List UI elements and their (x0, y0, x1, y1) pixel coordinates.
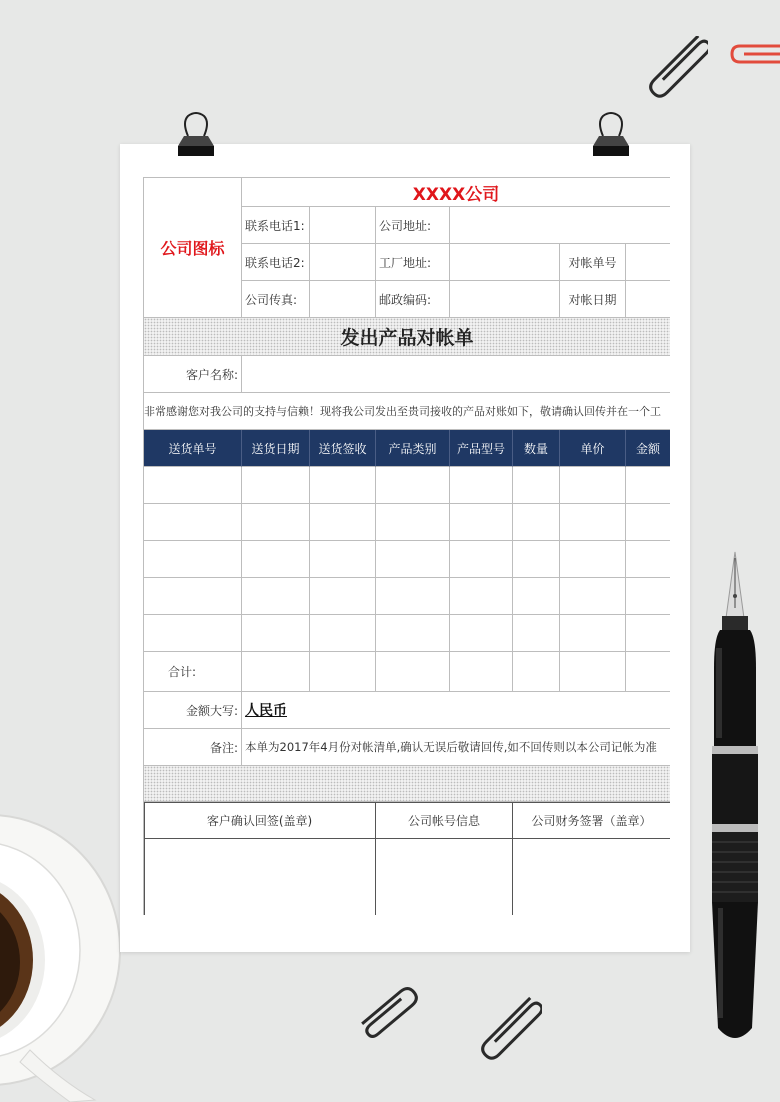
company-account-label: 公司帐号信息 (376, 802, 513, 839)
factory-address-value[interactable] (450, 244, 560, 281)
address-value[interactable] (450, 207, 670, 244)
table-cell[interactable] (144, 504, 242, 541)
table-cell[interactable] (560, 541, 626, 578)
table-cell[interactable] (310, 504, 376, 541)
statement-number-label: 对帐单号 (560, 244, 626, 281)
table-cell[interactable] (144, 615, 242, 652)
paperclip-icon (356, 980, 426, 1040)
fountain-pen-icon (700, 548, 770, 1060)
total-cell[interactable] (626, 652, 670, 692)
table-cell[interactable] (310, 578, 376, 615)
header-product-category: 产品类别 (376, 430, 450, 467)
factory-address-label: 工厂地址: (376, 244, 450, 281)
statement-form (143, 177, 670, 915)
amount-words-value[interactable]: 人民币 (242, 692, 670, 729)
header-delivery-no: 送货单号 (144, 430, 242, 467)
table-cell[interactable] (144, 541, 242, 578)
table-cell[interactable] (513, 578, 560, 615)
table-cell[interactable] (626, 615, 670, 652)
table-cell[interactable] (450, 467, 513, 504)
table-cell[interactable] (242, 504, 310, 541)
header-delivery-date: 送货日期 (242, 430, 310, 467)
table-cell[interactable] (560, 615, 626, 652)
table-cell[interactable] (513, 504, 560, 541)
table-cell[interactable] (560, 467, 626, 504)
table-cell[interactable] (310, 615, 376, 652)
company-account-area[interactable] (376, 839, 513, 915)
amount-words-label: 金额大写: (144, 692, 242, 729)
postcode-value[interactable] (450, 281, 560, 318)
table-cell[interactable] (513, 541, 560, 578)
table-cell[interactable] (450, 541, 513, 578)
customer-name-label: 客户名称: (144, 356, 242, 393)
header-product-model: 产品型号 (450, 430, 513, 467)
finance-signature-area[interactable] (513, 839, 670, 915)
table-cell[interactable] (144, 578, 242, 615)
table-cell[interactable] (513, 615, 560, 652)
table-cell[interactable] (376, 578, 450, 615)
paperclip-icon (476, 994, 542, 1064)
company-logo-placeholder: 公司图标 (144, 178, 242, 318)
header-quantity: 数量 (513, 430, 560, 467)
statement-date-value[interactable] (626, 281, 670, 318)
table-cell[interactable] (242, 615, 310, 652)
binder-clip-icon (176, 110, 216, 158)
table-cell[interactable] (450, 504, 513, 541)
total-cell[interactable] (242, 652, 310, 692)
total-cell[interactable] (450, 652, 513, 692)
total-cell[interactable] (513, 652, 560, 692)
coffee-cup-icon (0, 800, 130, 1102)
table-cell[interactable] (450, 615, 513, 652)
customer-name-value[interactable] (242, 356, 670, 393)
customer-signature-area[interactable] (144, 839, 376, 915)
table-cell[interactable] (626, 541, 670, 578)
table-cell[interactable] (242, 467, 310, 504)
phone2-value[interactable] (310, 244, 376, 281)
note-label: 备注: (144, 729, 242, 766)
table-cell[interactable] (626, 578, 670, 615)
fax-value[interactable] (310, 281, 376, 318)
postcode-label: 邮政编码: (376, 281, 450, 318)
phone1-label: 联系电话1: (242, 207, 310, 244)
total-cell[interactable] (560, 652, 626, 692)
table-cell[interactable] (560, 578, 626, 615)
table-cell[interactable] (376, 504, 450, 541)
finance-signature-label: 公司财务签署（盖章） (513, 802, 670, 839)
fax-label: 公司传真: (242, 281, 310, 318)
note-text: 本单为2017年4月份对帐清单,确认无误后敬请回传,如不回传则以本公司记帐为准 (242, 729, 670, 766)
table-cell[interactable] (626, 467, 670, 504)
intro-text: 非常感谢您对我公司的支持与信赖！现将我公司发出至贵司接收的产品对账如下，敬请确认回传并在一个工 (144, 393, 670, 430)
company-name: XXXX公司 (242, 178, 670, 207)
table-cell[interactable] (560, 504, 626, 541)
table-cell[interactable] (376, 541, 450, 578)
statement-number-value[interactable] (626, 244, 670, 281)
table-cell[interactable] (242, 541, 310, 578)
paperclip-icon (646, 36, 708, 98)
table-cell[interactable] (310, 541, 376, 578)
table-cell[interactable] (242, 578, 310, 615)
paperclip-icon (728, 40, 780, 68)
table-cell[interactable] (626, 504, 670, 541)
table-cell[interactable] (310, 467, 376, 504)
binder-clip-icon (591, 110, 631, 158)
customer-signature-label: 客户确认回签(盖章) (144, 802, 376, 839)
address-label: 公司地址: (376, 207, 450, 244)
table-cell[interactable] (450, 578, 513, 615)
header-unit-price: 单价 (560, 430, 626, 467)
statement-date-label: 对帐日期 (560, 281, 626, 318)
phone2-label: 联系电话2: (242, 244, 310, 281)
table-cell[interactable] (376, 467, 450, 504)
total-label: 合计: (144, 652, 242, 692)
header-amount: 金额 (626, 430, 670, 467)
header-delivery-signoff: 送货签收 (310, 430, 376, 467)
phone1-value[interactable] (310, 207, 376, 244)
table-cell[interactable] (376, 615, 450, 652)
total-cell[interactable] (310, 652, 376, 692)
table-cell[interactable] (513, 467, 560, 504)
document-title: 发出产品对帐单 (144, 318, 670, 356)
total-cell[interactable] (376, 652, 450, 692)
spacer-band (144, 766, 670, 802)
table-cell[interactable] (144, 467, 242, 504)
